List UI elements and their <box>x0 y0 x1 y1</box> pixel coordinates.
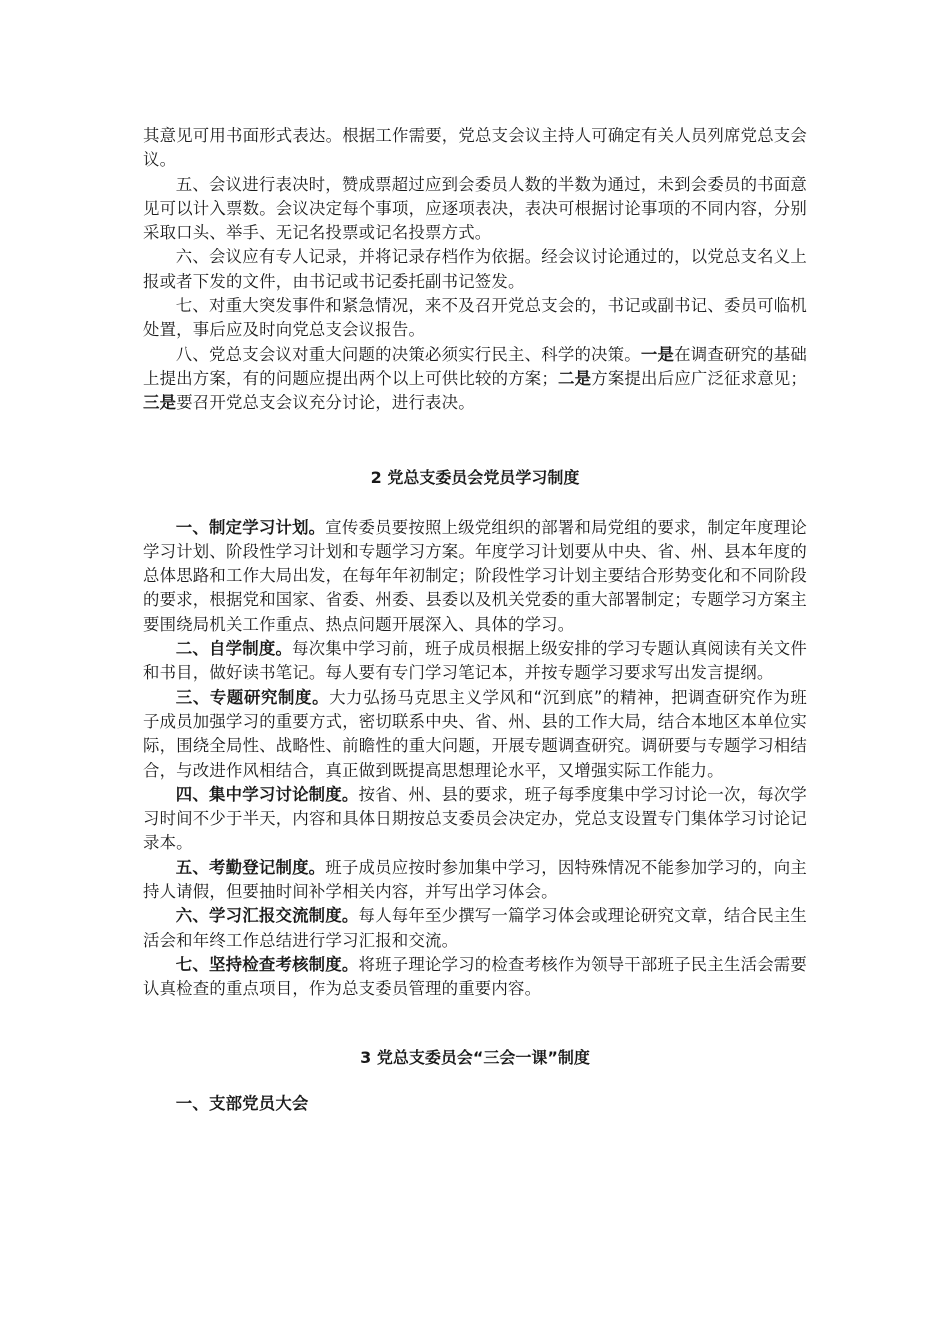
study-item-text: 每次集中学习前，班子成员根据上级安排的学习专题认真阅读有关文件和书目，做好读书笔记。每人要有专门学习笔记本，并按专题学习要求写出发言提纲。 <box>143 639 807 683</box>
document-body <box>143 124 807 1116</box>
rule-8-point-3-text: 要召开党总支会议充分讨论，进行表决。 <box>176 393 475 413</box>
study-item-heading: 五、考勤登记制度。 <box>175 857 326 877</box>
paragraph-rule-7: 七、对重大突发事件和紧急情况，来不及召开党总支会的，书记或副书记、委员可临机处置，事后应及时向党总支会议报告。 <box>143 296 807 340</box>
study-item-6 <box>143 904 807 953</box>
study-item-heading: 一、制定学习计划。 <box>175 517 326 537</box>
paragraph-continuation: 其意见可用书面形式表达。根据工作需要，党总支会议主持人可确定有关人员列席党总支会议。 <box>143 126 807 170</box>
study-item-heading: 六、学习汇报交流制度。 <box>175 906 359 926</box>
rule-8-point-2-label: 二是 <box>558 368 592 388</box>
study-item-text: 按省、州、县的要求，班子每季度集中学习讨论一次，每次学习时间不少于半天，内容和具体日期按总支委员会决定办，党总支设置专门集体学习讨论记录本。 <box>143 784 808 853</box>
study-item-heading: 二、自学制度。 <box>175 639 293 659</box>
study-item-heading: 七、坚持检查考核制度。 <box>175 954 359 974</box>
rule-8-point-3-label: 三是 <box>143 393 177 413</box>
study-item-2 <box>143 637 807 686</box>
study-item-7 <box>143 953 807 1002</box>
study-item-text: 宣传委员要按照上级党组织的部署和局党组的要求，制定年度理论学习计划、阶段性学习计划和专题学习方案。年度学习计划要从中央、省、州、县本年度的总体思路和工作大局出发，在每年年初制定；阶段性学习计划主要结合形势变化和不同阶段的要求，根据党和国家、省委、州委、县委以及机关党委的重大部署制定；专题学习方案主要围绕局机关工作重点、热点问题开展深入、具体的学习。 <box>143 517 807 634</box>
rule-8-point-1-text: 在调查研究的基础上提出方案，有的问题应提出两个以上可供比较的方案； <box>143 344 807 388</box>
study-item-1 <box>143 516 807 637</box>
study-item-text: 将班子理论学习的检查考核作为领导干部班子民主生活会需要认真检查的重点项目，作为总支委员管理的重要内容。 <box>143 954 808 999</box>
paragraph-rule-5: 五、会议进行表决时，赞成票超过应到会委员人数的半数为通过，未到会委员的书面意见可以计入票数。会议决定每个事项，应逐项表决，表决可根据讨论事项的不同内容，分别采取口头、举手、无记名投票或记名投票方式。 <box>143 174 807 243</box>
rule-8-lead: 八、党总支会议对重大问题的决策必须实行民主、科学的决策。 <box>175 344 641 364</box>
study-item-text: 大力弘扬马克思主义学风和“沉到底”的精神，把调查研究作为班子成员加强学习的重要方式，密切联系中央、省、州、县的工作大局，结合本地区本单位实际，围绕全局性、战略性、前瞻性的重大问题，开展专题调查研究。调研要与专题学习相结合，与改进作风相结合，真正做到既提高思想理论水平，又增强实际工作能力。 <box>143 687 807 780</box>
rule-8-point-1-label: 一是 <box>640 344 675 364</box>
section-2-title: 2 党总支委员会党员学习制度 <box>370 467 580 487</box>
study-item-4 <box>143 783 807 856</box>
study-item-text: 班子成员应按时参加集中学习，因特殊情况不能参加学习的，向主持人请假，但要抽时间补学相关内容，并写出学习体会。 <box>143 857 807 902</box>
paragraph-rule-8 <box>143 343 807 416</box>
study-item-5 <box>143 856 807 905</box>
study-item-heading: 四、集中学习讨论制度。 <box>175 784 359 804</box>
study-item-heading: 三、专题研究制度。 <box>175 687 330 707</box>
paragraph-rule-6: 六、会议应有专人记录，并将记录存档作为依据。经会议讨论通过的，以党总支名义上报或者下发的文件，由书记或书记委托副书记签发。 <box>143 247 807 291</box>
section-3-subheading: 一、支部党员大会 <box>175 1093 309 1113</box>
study-item-3 <box>143 686 807 783</box>
rule-8-point-2-text: 方案提出后应广泛征求意见； <box>591 368 808 388</box>
study-item-text: 每人每年至少撰写一篇学习体会或理论研究文章，结合民主生活会和年终工作总结进行学习汇报和交流。 <box>143 906 808 950</box>
section-3-title: 3 党总支委员会“三会一课”制度 <box>360 1047 590 1067</box>
